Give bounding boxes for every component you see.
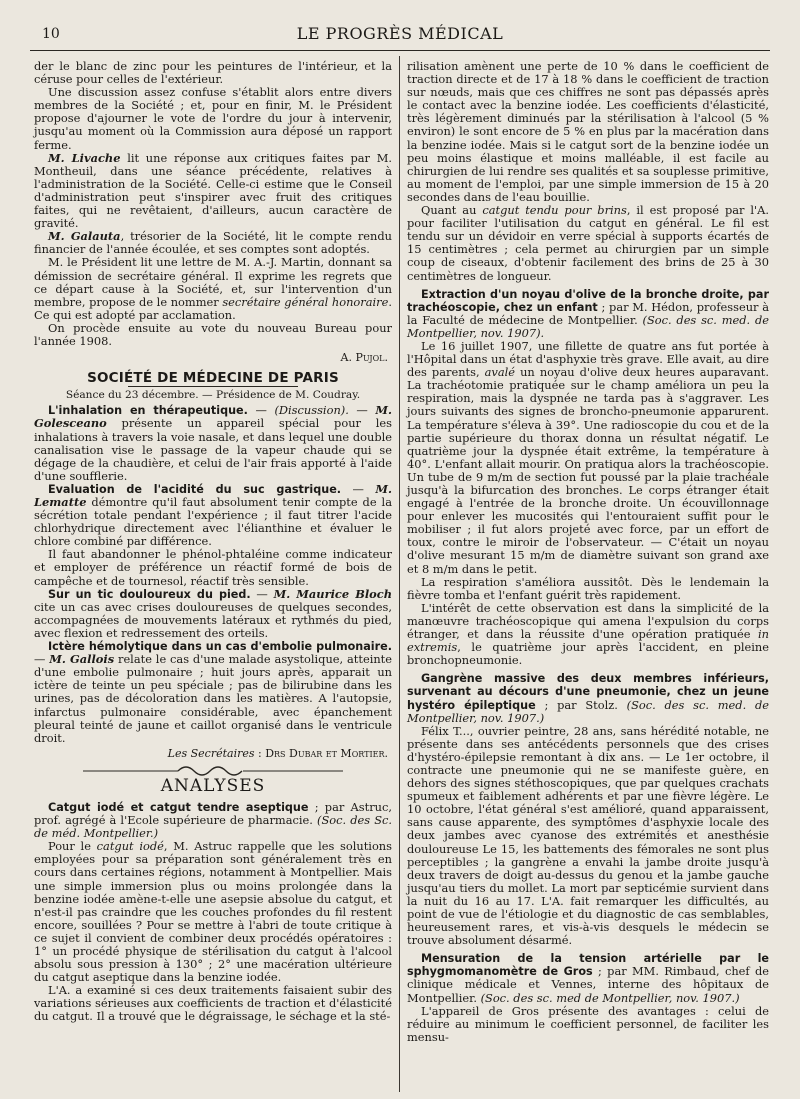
italic-text: avalé xyxy=(484,365,516,380)
analysis-source: (Soc. des Sc. de méd. Montpellier.) xyxy=(34,813,392,841)
paragraph: On procède ensuite au vote du nouveau Bureau pour l'année 1908. xyxy=(34,320,392,348)
paragraph-text: M. le Président lit une lettre de M. A.-J. Martin, donnant sa démission de secrétaire général. Il exprime les regrets que ce départ cause à la Société, et, sur l'intervention d'un membre, propose de le nommer xyxy=(34,255,392,309)
seance-line: Séance du 23 décembre. — Présidence de M. Coudray. xyxy=(65,389,361,402)
paragraph-text: Quant au xyxy=(421,203,483,218)
paragraph xyxy=(34,256,392,321)
speaker-name: M. Lematte xyxy=(34,481,392,509)
entry-text: relate le cas d'une malade asystolique, atteinte d'une embolie pulmonaire ; huit jours après, apparait un ictère de teinte un peu spéciale ; pas de bilirubine dans les urines, pas de décoloration dans les matières. A l'autopsie, infarctus pulmonaire considérable, avec épanchement pleural teinté de jaune et caillot organisé dans le ventricule droit. xyxy=(34,652,392,745)
paragraph xyxy=(407,204,769,283)
paragraph: L'A. a examiné si ces deux traitements faisaient subir des variations sérieuses aux coefficients de traction et d'élasticité du catgut. Il a trouvé que le dégraissage, le séchage et la sté- xyxy=(34,983,392,1024)
right-column xyxy=(407,60,769,1044)
entry-text: démontre qu'il faut absolument tenir compte de la sécrétion totale pendant l'expérience ; il faut titrer l'acide chlorhydrique directement avec l'élianthine et évaluer le chlore combiné par différence. xyxy=(34,495,392,549)
paragraph-text: . Ce qui est adopté par acclamation. xyxy=(34,294,392,322)
entry-dash: — xyxy=(34,652,50,667)
paragraph-text: , M. Astruc rappelle que les solutions employées pour sa préparation sont généralement très en cours dans certaines régions, notamment à Montpellier. Mais une simple immersion plus ou moins prolongée dans la benzine iodée amène-t-elle une asepsie absolue du catgut, et n'est-il pas craindre que les couches profondes du fil restent encore, souillées ? Pour se mettre à l'abri de toute critique à ce sujet il convient de combiner deux procédés opératoires : 1° un procédé physique de stérilisation du catgut à l'alcool absolu sous pression à 130° ; 2° une macération ultérieure du catgut aseptique dans la benzine iodée. xyxy=(34,839,392,985)
analysis-heading xyxy=(407,952,769,1004)
analysis-ref: ; par Astruc, prof. agrégé à l'Ecole supérieure de pharmacie. xyxy=(34,799,392,828)
entry-text: présente un appareil spécial pour les inhalations à travers la voie nasale, et dans lequel une double canalisation vise le passage de la vapeur chaude qui se dégage de la chaudière, et celui de l'air frais apporté à l'aide d'une soufflerie. xyxy=(34,416,392,483)
column-divider xyxy=(399,56,400,1092)
entry-text: cite un cas avec crises douloureuses de quelques secondes, accompagnées de mouvements latéraux et rythmés du pied, avec flexion et redressement des orteils. xyxy=(34,599,392,640)
analysis-heading xyxy=(34,801,392,840)
analysis-ref: ; par M. Hédon, professeur à la Faculté de médecine de Montpellier. xyxy=(407,299,769,327)
author-signature: A. Pujol. xyxy=(340,351,388,365)
speaker-name: M. Gallois xyxy=(49,652,115,667)
speaker-name: M. Livache xyxy=(48,150,121,165)
page-number: 10 xyxy=(42,26,60,42)
section-rule xyxy=(128,386,298,387)
secretaries-label: Les Secrétaires xyxy=(167,746,255,760)
entry-heading: Sur un tic douloureux du pied. xyxy=(48,587,251,601)
analysis-title: Extraction d'un noyau d'olive de la bronche droite, par trachéoscopie, chez un enfant xyxy=(407,287,769,314)
paragraph xyxy=(34,840,392,984)
entry-dash: — xyxy=(341,481,376,496)
paragraph: Une discussion assez confuse s'établit alors entre divers membres de la Société ; et, pour en finir, M. le Président propose d'ajourner le vote de l'ordre du jour à intervenir, jusqu'au moment où la Commission aura déposé un rapport ferme. xyxy=(34,85,392,152)
speaker-name: M. Golesceano xyxy=(34,403,392,431)
paragraph-text: Pour le xyxy=(48,839,97,854)
entry-note: — (Discussion). — xyxy=(247,403,376,418)
paragraph-text: un noyau d'olive deux heures auparavant. La trachéotomie pratiquée sur le champ améliora un peu la respiration, mais la dyspnée ne tarda pas à s'aggraver. Les jours suivants des signes de broncho-pneumonie apparurent. La température s'éleva à 39°. Une radioscopie du cou et de la partie supérieure du thorax donna un résultat négatif. Le quatrième jour la dyspnée était extrême, la température à 40°. L'enfant allait mourir. On pratiqua alors la trachéoscopie. Un tube de 9 m/m de section fut poussé par la plaie trachéale jusqu'à la bifurcation des bronches. Le corps étranger était engagé à l'entrée de la bronche droite. Un écouvillonnage pour enlever les mucosités qui l'entouraient suffit pour le mobiliser ; il fut alors projeté avec force, par un effort de toux, contre le miroir de l'observateur. — C'était un noyau d'olive mesurant 15 m/m de diamètre suivant son grand axe et 8 m/m dans le petit. xyxy=(407,365,769,576)
running-header xyxy=(30,20,770,51)
paragraph-text: , le quatrième jour après l'accident, en pleine bronchopneumonie. xyxy=(407,640,769,668)
secretaries-line xyxy=(34,747,388,760)
paragraph-text: L'intérêt de cette observation est dans la simplicité de la manœuvre trachéoscopique qui amena l'expulsion du corps étranger, et dans la réussite d'une opération pratiquée xyxy=(407,600,769,642)
paragraph-text: lit une réponse aux critiques faites par M. Montheuil, dans une séance précédente, relatives à l'administration de la Société. Celle-ci estime que le Conseil d'administration peut s'inspirer avec fruit des critiques faites, qui ne revêtaient, d'ailleurs, aucun caractère de gravité. xyxy=(34,150,392,231)
entry xyxy=(34,404,392,483)
analysis-ref: ; par MM. Rimbaud, chef de clinique médicale et Vennes, interne des hôpitaux de Montpellier. xyxy=(407,964,769,1005)
analysis-title: Catgut iodé et catgut tendre aseptique xyxy=(48,800,309,814)
section-title: SOCIÉTÉ DE MÉDECINE DE PARIS xyxy=(87,370,339,387)
paragraph-text: , il est proposé par l'A. pour faciliter l'utilisation du catgut en général. Le fil est tendu sur un dévidoir en verre spécial à supports écartés de 15 centimètres ; cela permet au chirurgien par un simple coup de ciseaux, d'obtenir facilement des brins de 25 à 30 centimètres de longueur. xyxy=(407,203,770,283)
left-column xyxy=(34,60,392,1024)
entry-heading: Evaluation de l'acidité du suc gastrique. xyxy=(48,482,342,496)
paragraph xyxy=(34,152,392,231)
paragraph xyxy=(407,340,769,576)
entry-heading: L'inhalation en thérapeutique. xyxy=(48,404,248,418)
analyses-title: ANALYSES xyxy=(160,775,266,796)
analysis-source: (Soc. des sc. med. de Montpellier, nov. 1907.) xyxy=(407,697,769,725)
paragraph xyxy=(407,602,769,667)
italic-text: secrétaire général honoraire xyxy=(222,294,389,309)
speaker-name: M. Maurice Bloch xyxy=(273,586,392,601)
paragraph: Il faut abandonner le phénol-phtaléine comme indicateur et employer de préférence un réactif formé de bois de campêche et de tournesol, réactif très sensible. xyxy=(34,547,392,588)
paragraph xyxy=(34,230,392,256)
paragraph: der le blanc de zinc pour les peintures de l'intérieur, et la céruse pour celles de l'extérieur. xyxy=(34,59,392,87)
paragraph-text: Le 16 juillet 1907, une fillette de quatre ans fut portée à l'Hôpital dans un état d'asphyxie très grave. Elle avait, au dire des parents, xyxy=(407,338,769,380)
paragraph: L'appareil de Gros présente des avantages : celui de réduire au minimum le coefficient personnel, de faciliter les mensu- xyxy=(407,1003,769,1044)
paragraph: La respiration s'améliora aussitôt. Dès le lendemain la fièvre tomba et l'enfant guérit très rapidement. xyxy=(407,574,769,602)
analysis-heading xyxy=(407,672,769,724)
speaker-name: M. Galauta xyxy=(48,229,121,244)
analysis-source: (Soc. des sc. med de Montpellier, nov. 1907.) xyxy=(480,990,740,1005)
paragraph-text: , trésorier de la Société, lit le compte rendu financier de l'année écoulée, et ses comptes sont adoptés. xyxy=(34,229,393,257)
analysis-title: Mensuration de la tension artérielle par le sphygmomanomètre de Gros xyxy=(407,952,769,979)
analysis-source: (Soc. des sc. med. de Montpellier, nov. 1907). xyxy=(407,312,769,340)
entry xyxy=(34,640,392,745)
italic-text: in extremis xyxy=(407,627,769,655)
italic-text: catgut tendu pour brins xyxy=(482,203,627,218)
entry-dash: — xyxy=(250,586,274,601)
analysis-ref: ; par Stolz. xyxy=(535,697,627,712)
entry xyxy=(34,483,392,548)
analysis-title: Gangrène massive des deux membres inférieurs, survenant au décours d'une pneumonie, chez un jeune hystéro épileptique xyxy=(407,672,769,712)
paragraph: Félix T..., ouvrier peintre, 28 ans, sans hérédité notable, ne présente dans ses antécédents personnels que des crises d'hystéro-épilepsie remontant à dix ans. — Le 1er octobre, il contracte une pneumonie qui ne se manifeste guère, en dehors des signes stéthoscopiques, que par quelques crachats spumeux et faiblement adhérents et par une fièvre légère. Le 10 octobre, l'état général s'est amélioré, quand apparaissent, sans cause apparente, des symptômes d'asphyxie locale des deux jambes avec cyanose des extrémités et anesthésie douloureuse Le 15, les battements des fémorales ne sont plus perceptibles ; la gangrène a envahi la jambe droite jusqu'à deux travers de doigt au-dessus du genou et la jambe gauche jusqu'au tiers du mollet. La mort par septicémie survient dans la nuit du 16 au 17. L'A. fait remarquer les difficultés, au point de vue de l'étiologie et du diagnostic de cas semblables, heureusement rares, et vis-à-vis desquels le médecin se trouve absolument désarmé. xyxy=(407,723,769,948)
paragraph: rilisation amènent une perte de 10 % dans le coefficient de traction directe et de 17 à 18 % dans le coefficient de traction sur nœuds, mais que ces chiffres ne sont pas dépassés après le contact avec la benzine iodée. Les coefficients d'élasticité, très légèrement diminués par la stérilisation à l'alcool (5 % environ) le sont encore de 5 % en plus par la macération dans la benzine iodée. Mais si le catgut sort de la benzine iodée un peu moins élastique et moins malléable, il est facile au chirurgien de lui rendre ses qualités et sa souplesse primitive, au moment de l'emploi, par une simple immersion de 15 à 20 secondes dans de l'eau bouillie. xyxy=(407,59,769,204)
italic-text: catgut iodé xyxy=(96,839,164,854)
analysis-heading xyxy=(407,288,769,340)
entry-heading: Ictère hémolytique dans un cas d'embolie pulmonaire. xyxy=(48,640,392,654)
journal-title: LE PROGRÈS MÉDICAL xyxy=(296,24,504,43)
secretaries-names: : Drs Dubar et Mortier. xyxy=(254,746,388,760)
entry xyxy=(34,588,392,640)
